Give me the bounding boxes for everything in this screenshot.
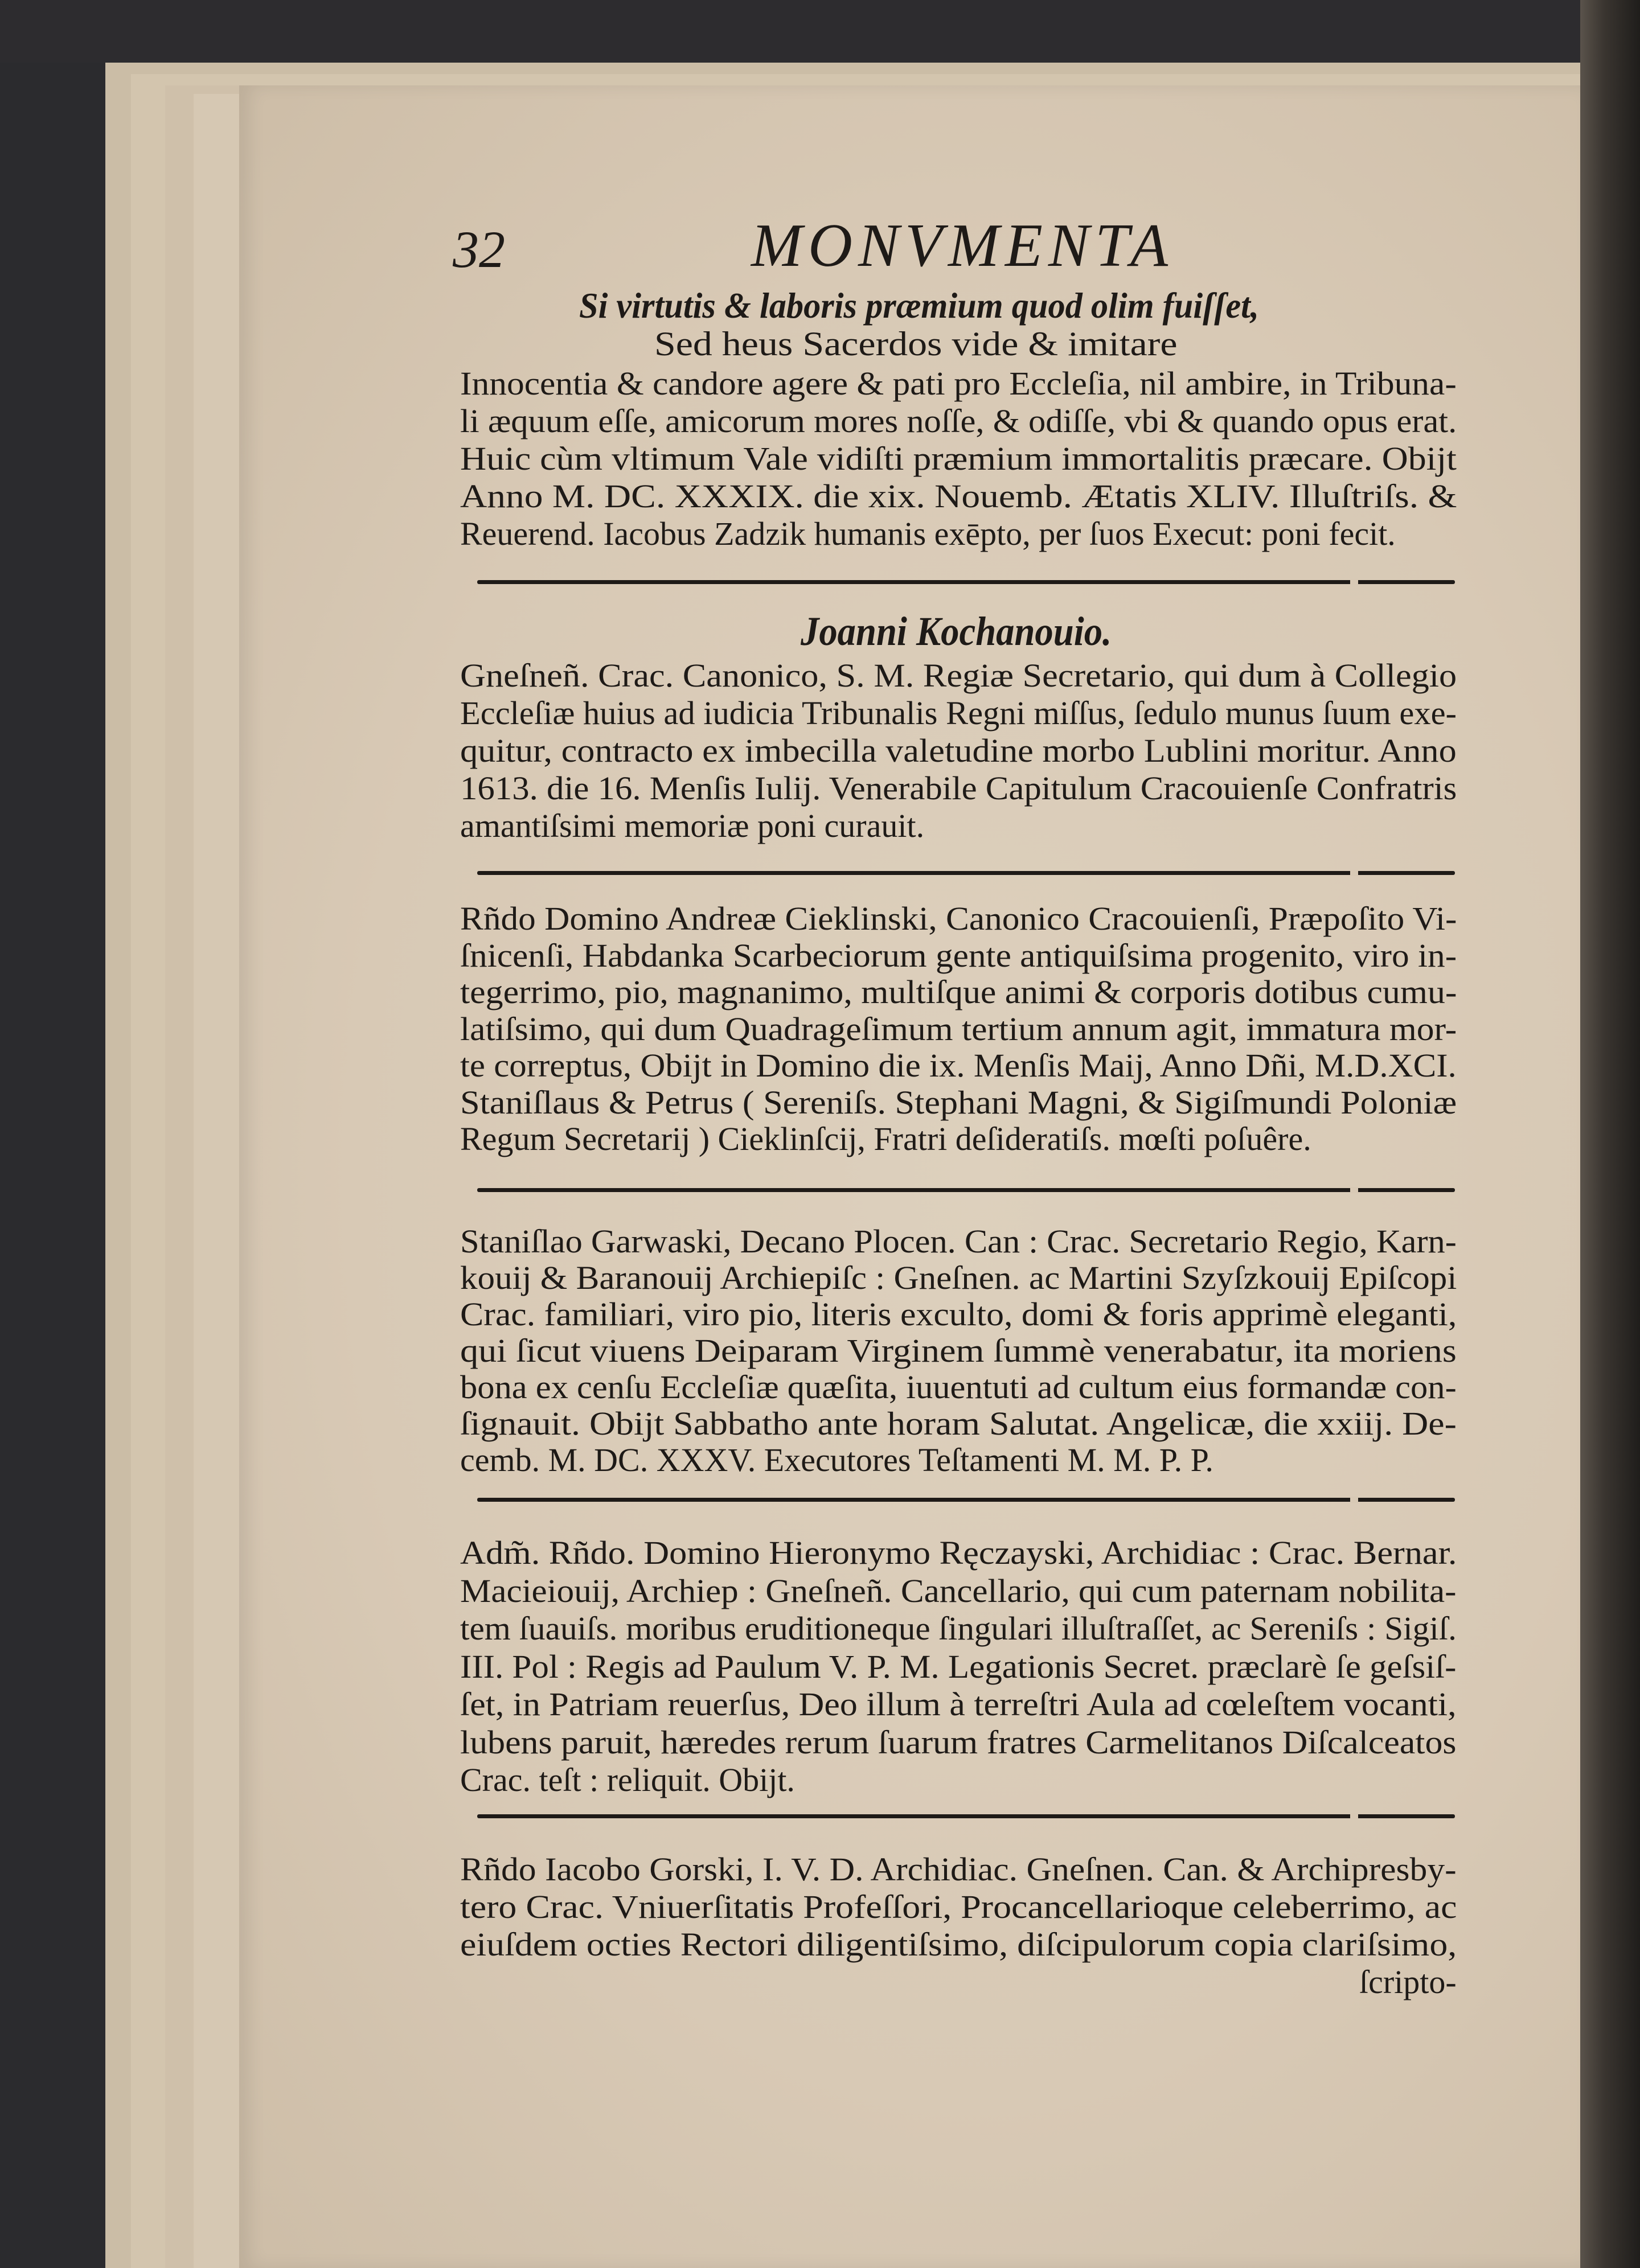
section-divider-rule (477, 871, 1455, 875)
text-line: tem ſuauiſs. moribus eruditioneque ſingulari illuſtraſſet, ac Sereniſs : Sigiſ. (460, 1610, 1457, 1647)
page-number: 32 (453, 220, 505, 278)
text-line: Adm̃. Rñdo. Domino Hieronymo Ręczayski, Archidiac : Crac. Bernar. (460, 1534, 1457, 1571)
text-line: Gneſneñ. Crac. Canonico, S. M. Regiæ Secretario, qui dum à Collegio (460, 657, 1457, 694)
text-line: Macieiouij, Archiep : Gneſneñ. Cancellario, qui cum paternam nobilita- (460, 1572, 1457, 1609)
text-line: cemb. M. DC. XXXV. Executores Teſtamenti M. M. P. P. (460, 1441, 1213, 1478)
text-line: Crac. familiari, viro pio, literis exculto, domi & foris apprimè eleganti, (460, 1296, 1457, 1333)
text-line: ſet, in Patriam reuerſus, Deo illum à terreſtri Aula ad cœleſtem vocanti, (460, 1686, 1457, 1723)
text-line: Eccleſiæ huius ad iudicia Tribunalis Regni miſſus, ſedulo munus ſuum exe- (460, 695, 1457, 732)
text-line: Staniſlao Garwaski, Decano Plocen. Can : Crac. Secretario Regio, Karn- (460, 1223, 1457, 1260)
text-line: Huic cùm vltimum Vale vidiſti præmium immortalitis præcare. Obijt (460, 440, 1457, 477)
text-line: te correptus, Obijt in Domino die ix. Menſis Maij, Anno Dñi, M.D.XCI. (460, 1047, 1457, 1084)
text-line: bona ex cenſu Eccleſiæ quæſita, iuuentuti ad cultum eius formandæ con- (460, 1369, 1457, 1406)
text-line: lubens paruit, hæredes rerum ſuarum fratres Carmelitanos Diſcalceatos (460, 1723, 1457, 1761)
section-divider-rule (477, 1814, 1455, 1818)
epitaph-intro-line: Sed heus Sacerdos vide & imitare (654, 325, 1178, 363)
catchword: ſcripto- (1359, 1963, 1457, 2000)
section-divider-rule (477, 1498, 1455, 1502)
text-line: amantiſsimi memoriæ poni curauit. (460, 807, 925, 844)
text-line: tero Crac. Vniuerſitatis Profeſſori, Procancellarioque celeberrimo, ac (460, 1888, 1457, 1925)
text-line: Anno M. DC. XXXIX. die xix. Nouemb. Ætatis XLIV. Illuſtriſs. & (460, 478, 1457, 515)
text-line: tegerrimo, pio, magnanimo, multiſque animi & corporis dotibus cumu- (460, 973, 1457, 1010)
text-line: Rñdo Domino Andreæ Cieklinski, Canonico Cracouienſi, Præpoſito Vi- (460, 900, 1457, 937)
text-line: 1613. die 16. Menſis Iulij. Venerabile Capitulum Cracouienſe Confratris (460, 770, 1457, 807)
text-line: Reuerend. Iacobus Zadzik humanis exēpto, per ſuos Execut: poni fecit. (460, 515, 1396, 552)
text-line: kouij & Baranouij Archiepiſc : Gneſnen. ac Martini Szyſzkouij Epiſcopi (460, 1259, 1457, 1296)
epitaph-heading: Joanni Kochanouio. (801, 609, 1112, 654)
text-line: III. Pol : Regis ad Paulum V. P. M. Legationis Secret. præclarè ſe geſsiſ- (460, 1647, 1457, 1685)
text-line: Crac. teſt : reliquit. Obijt. (460, 1761, 795, 1798)
text-line: Staniſlaus & Petrus ( Sereniſs. Stephani Magni, & Sigiſmundi Poloniæ (460, 1083, 1457, 1121)
book-binding (1580, 0, 1640, 2268)
text-line: Rñdo Iacobo Gorski, I. V. D. Archidiac. Gneſnen. Can. & Archipresby- (460, 1851, 1457, 1888)
text-line: qui ſicut viuens Deiparam Virginem ſummè venerabatur, ita moriens (460, 1332, 1457, 1369)
scan-background (0, 0, 1640, 63)
section-divider-rule (477, 580, 1455, 584)
text-line: eiuſdem octies Rectori diligentiſsimo, diſcipulorum copia clariſsimo, (460, 1926, 1457, 1963)
text-line: latiſsimo, qui dum Quadrageſimum tertium annum agit, immatura mor- (460, 1010, 1457, 1047)
text-line: quitur, contracto ex imbecilla valetudine morbo Lublini moritur. Anno (460, 732, 1457, 769)
epitaph-intro-italic: Si virtutis & laboris præmium quod olim fuiſſet, (579, 285, 1259, 326)
text-line: ſignauit. Obijt Sabbatho ante horam Salutat. Angelicæ, die xxiij. De- (460, 1405, 1457, 1442)
text-line: ſnicenſi, Habdanka Scarbeciorum gente antiquiſsima progenito, viro in- (460, 936, 1457, 974)
text-line: Regum Secretarij ) Cieklinſcij, Fratri deſideratiſs. mœſti poſuêre. (460, 1120, 1311, 1157)
section-divider-rule (477, 1188, 1455, 1192)
running-title: MONVMENTA (751, 212, 1174, 280)
text-line: Innocentia & candore agere & pati pro Eccleſia, nil ambire, in Tribuna- (460, 365, 1457, 402)
text-line: li æquum eſſe, amicorum mores noſſe, & odiſſe, vbi & quando opus erat. (460, 402, 1457, 439)
